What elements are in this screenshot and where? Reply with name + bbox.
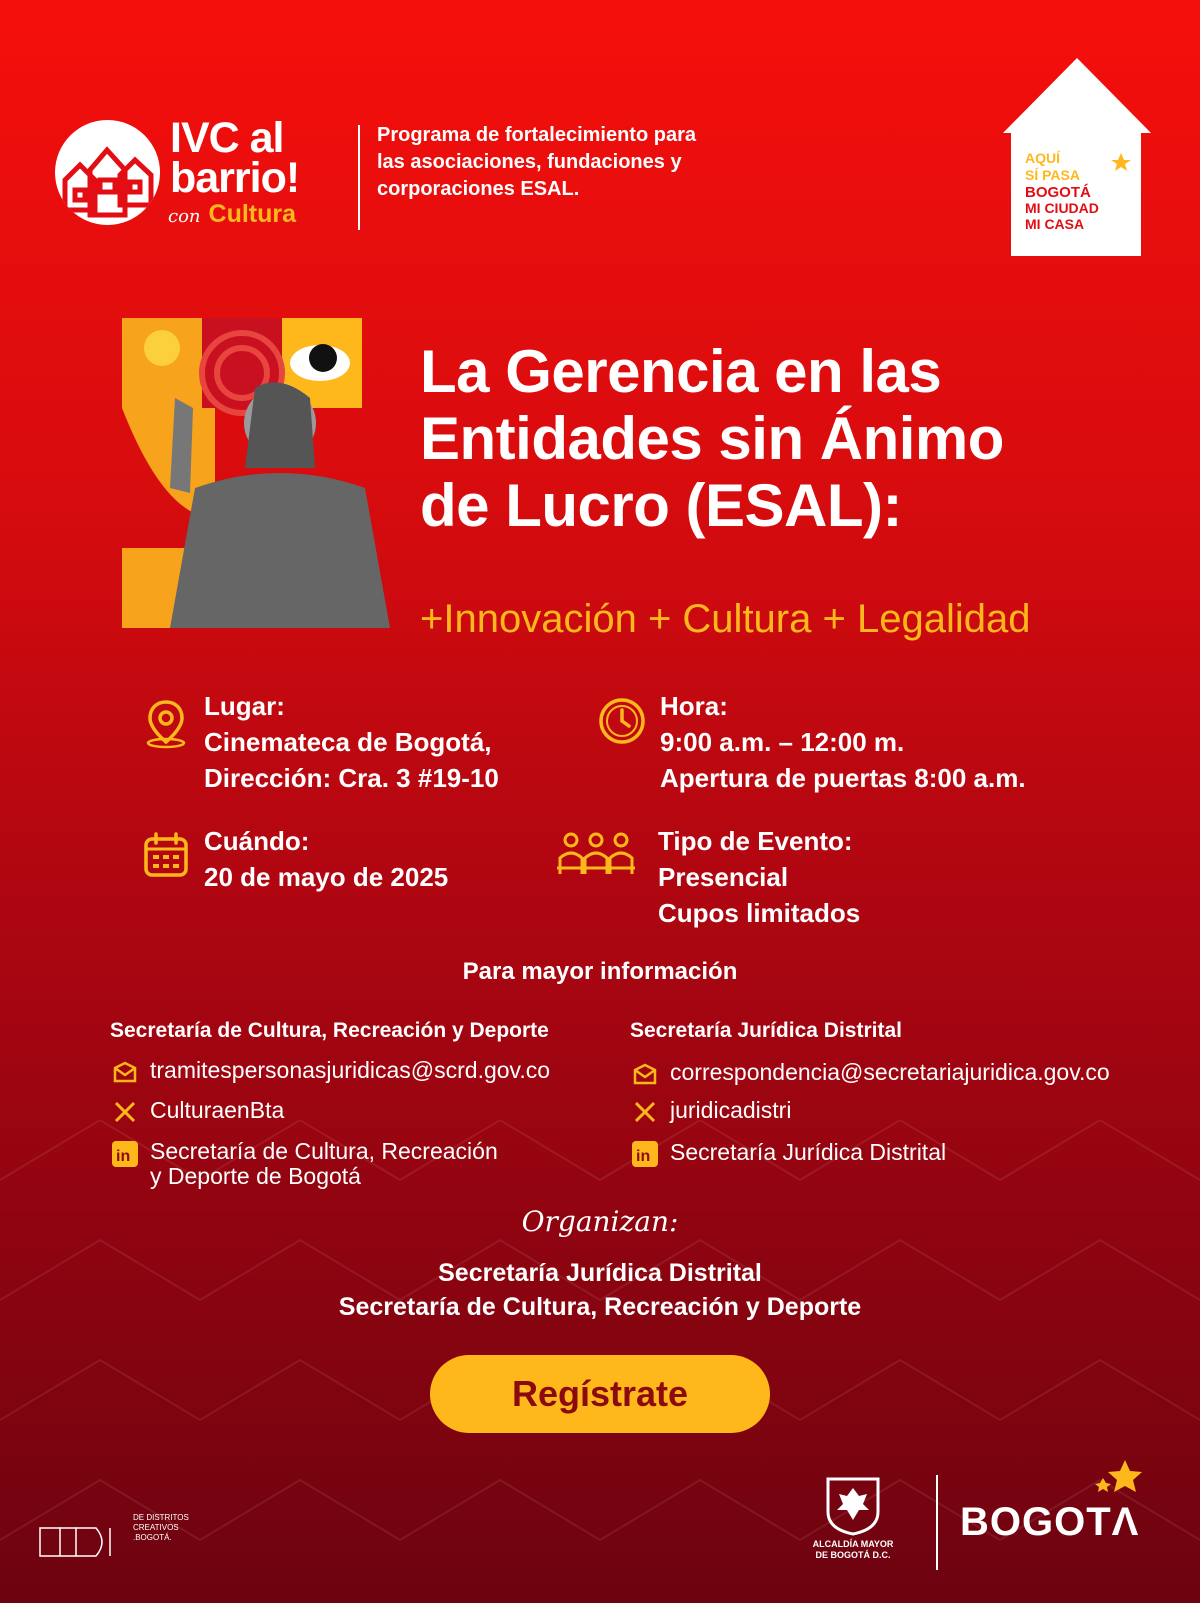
- svg-text:in: in: [116, 1148, 131, 1165]
- x-icon: [630, 1097, 660, 1127]
- house-text-4: MI CIUDAD: [1025, 200, 1099, 216]
- left-email-row[interactable]: [110, 1057, 550, 1087]
- houses-icon: [55, 120, 160, 225]
- bogota-footer-logo: BOGOTΛ: [960, 1500, 1140, 1544]
- register-button[interactable]: Regístrate: [430, 1355, 770, 1433]
- event-type-block: Tipo de Evento: Presencial Cupos limitados: [658, 826, 861, 928]
- coat-of-arms-icon: [823, 1474, 883, 1536]
- house-text-5: MI CASA: [1025, 216, 1085, 232]
- date-block: Cuándo: 20 de mayo de 2025: [204, 826, 449, 892]
- bogota-house-logo: [1003, 58, 1151, 260]
- house-text-3: BOGOTÁ: [1025, 184, 1091, 201]
- people-icon: [555, 830, 637, 878]
- organizers-list: Secretaría Jurídica Distrital Secretaría de Cultura, Recreación y Deporte: [338, 1259, 862, 1321]
- program-description: Programa de fortalecimiento para las asociaciones, fundaciones y corporaciones ESAL.: [377, 124, 696, 200]
- right-linkedin-row[interactable]: [630, 1139, 946, 1169]
- clock-icon: [596, 695, 648, 747]
- x-icon: [110, 1097, 140, 1127]
- left-linkedin-row[interactable]: [110, 1139, 498, 1189]
- right-org-name: Secretaría Jurídica Distrital: [630, 1019, 902, 1042]
- email-icon: [630, 1059, 660, 1089]
- house-text-2: SÍ PASA: [1025, 167, 1080, 183]
- time-block: Hora: 9:00 a.m. – 12:00 m. Apertura de puertas 8:00 a.m.: [660, 691, 1026, 793]
- right-x-row[interactable]: [630, 1097, 791, 1127]
- ivc-logo-badge: [55, 120, 160, 225]
- hero-image: [105, 318, 395, 638]
- location-icon: [140, 697, 192, 749]
- organizers-label: Organizan:: [521, 1205, 679, 1238]
- more-info-heading: Para mayor información: [462, 958, 738, 985]
- linkedin-icon: [110, 1139, 140, 1169]
- svg-text:in: in: [636, 1148, 651, 1165]
- right-x-handle[interactable]: juridicadistri: [670, 1097, 792, 1123]
- svg-text:CREATIVOS: CREATIVOS: [133, 1523, 179, 1532]
- header-divider: [358, 125, 360, 230]
- event-title: La Gerencia en las Entidades sin Ánimo de Lucro (ESAL):: [420, 338, 1004, 539]
- svg-text:.BOGOTÁ.: .BOGOTÁ.: [133, 1533, 172, 1542]
- left-x-handle[interactable]: CulturaenBta: [150, 1097, 285, 1123]
- right-linkedin[interactable]: Secretaría Jurídica Distrital: [670, 1139, 947, 1165]
- left-x-row[interactable]: [110, 1097, 284, 1127]
- house-text-1: AQUÍ: [1025, 150, 1060, 166]
- linkedin-icon: [630, 1139, 660, 1169]
- left-linkedin[interactable]: Secretaría de Cultura, Recreación y Deporte de Bogotá: [150, 1138, 498, 1189]
- left-org-name: Secretaría de Cultura, Recreación y Deporte: [110, 1019, 549, 1042]
- footer-divider: [936, 1475, 938, 1570]
- email-icon: [110, 1057, 140, 1087]
- alcaldia-logo: ALCALDÍA MAYOR DE BOGOTÁ D.C.: [808, 1474, 898, 1561]
- right-email-row[interactable]: [630, 1059, 1110, 1089]
- stars-icon: [1095, 1458, 1145, 1503]
- svg-text:DE DISTRITOS: DE DISTRITOS: [133, 1513, 189, 1522]
- event-subtitle: +Innovación + Cultura + Legalidad: [420, 597, 1031, 641]
- ivc-logo-title: IVC al barrio!: [170, 114, 300, 202]
- red-distritos-logo: [38, 1510, 198, 1565]
- calendar-icon: [140, 830, 192, 882]
- ivc-logo-subtitle: con Cultura: [168, 200, 297, 228]
- place-block: Lugar: Cinemateca de Bogotá, Dirección: Cra. 3 #19-10: [204, 691, 499, 793]
- right-email[interactable]: correspondencia@secretariajuridica.gov.co: [670, 1059, 1110, 1085]
- left-email[interactable]: tramitespersonasjuridicas@scrd.gov.co: [150, 1057, 551, 1083]
